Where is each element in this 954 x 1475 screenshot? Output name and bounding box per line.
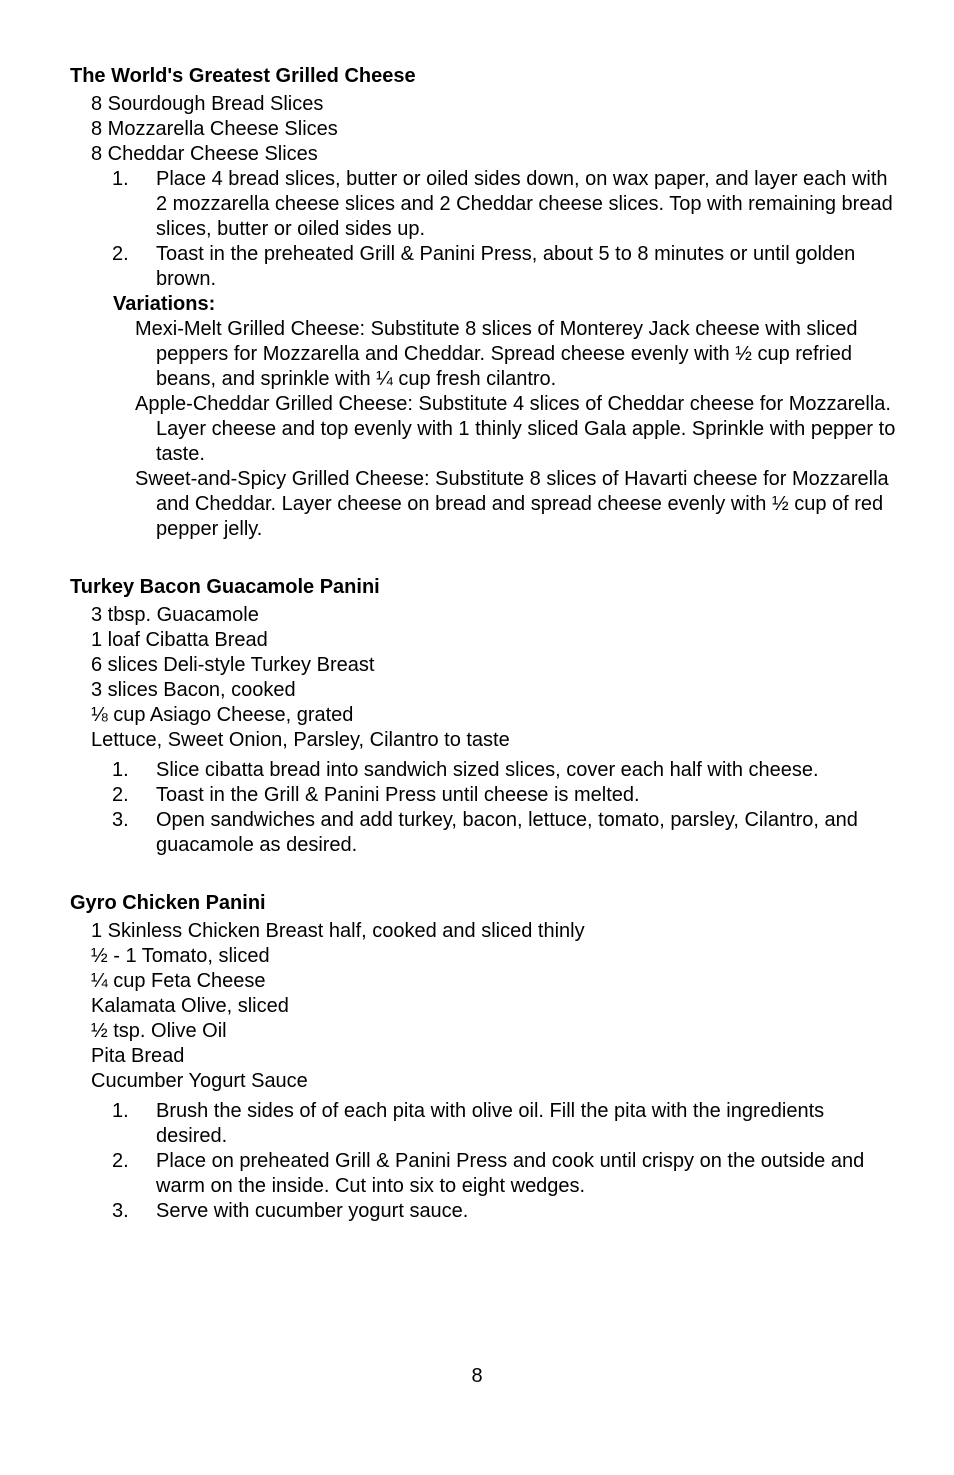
step-item: [70, 1199, 900, 1224]
step-item: [70, 758, 900, 783]
ingredient-list: [70, 92, 900, 167]
step-number: 2.: [112, 243, 129, 265]
ingredient-item: 8 Cheddar Cheese Slices: [91, 143, 318, 165]
ingredient-item: 1 Skinless Chicken Breast half, cooked and sliced thinly: [91, 920, 585, 942]
ingredient-item: Cucumber Yogurt Sauce: [91, 1070, 308, 1092]
step-item: [70, 783, 900, 808]
variations-heading: Variations:: [113, 293, 216, 315]
ingredient-item: 3 slices Bacon, cooked: [91, 679, 296, 701]
ingredient-item: ⅛ cup Asiago Cheese, grated: [91, 704, 354, 726]
ingredient-item: ½ - 1 Tomato, sliced: [91, 945, 270, 967]
variation-item: Mexi-Melt Grilled Cheese: Substitute 8 slices of Monterey Jack cheese with sliced peppers for Mozzarella and Cheddar. Spread cheese evenly with ½ cup refried beans, and sprinkle with ¼ cup fresh cilantro.: [135, 318, 858, 390]
step-item: [70, 1149, 900, 1199]
step-number: 2.: [112, 784, 129, 806]
recipe-grilled-cheese: [70, 64, 900, 542]
step-list: [70, 167, 900, 292]
ingredient-item: ½ tsp. Olive Oil: [91, 1020, 227, 1042]
ingredient-item: Pita Bread: [91, 1045, 185, 1067]
step-list: [70, 758, 900, 858]
variation-item: Apple-Cheddar Grilled Cheese: Substitute 4 slices of Cheddar cheese for Mozzarella. Layer cheese and top evenly with 1 thinly sliced Gala apple. Sprinkle with pepper to taste.: [135, 393, 896, 465]
ingredient-item: 8 Mozzarella Cheese Slices: [91, 118, 338, 140]
recipe-title: Gyro Chicken Panini: [70, 892, 266, 914]
ingredient-item: 3 tbsp. Guacamole: [91, 604, 259, 626]
ingredient-list: [70, 603, 900, 753]
ingredient-item: Lettuce, Sweet Onion, Parsley, Cilantro to taste: [91, 729, 510, 751]
page-number: 8: [471, 1365, 483, 1387]
ingredient-item: 8 Sourdough Bread Slices: [91, 93, 324, 115]
step-text: Serve with cucumber yogurt sauce.: [156, 1200, 469, 1222]
step-number: 1.: [112, 1100, 129, 1122]
step-number: 1.: [112, 759, 129, 781]
variation-item: Sweet-and-Spicy Grilled Cheese: Substitute 8 slices of Havarti cheese for Mozzarella and Cheddar. Layer cheese on bread and spread cheese evenly with ½ cup of red pepper jelly.: [135, 468, 889, 540]
step-text: Place 4 bread slices, butter or oiled sides down, on wax paper, and layer each with 2 mozzarella cheese slices and 2 Cheddar cheese slices. Top with remaining bread slices, butter or oiled sides up.: [156, 168, 893, 240]
step-item: [70, 242, 900, 292]
recipe-title: The World's Greatest Grilled Cheese: [70, 65, 416, 87]
recipe-turkey-bacon-guacamole: [70, 575, 900, 858]
step-text: Brush the sides of of each pita with olive oil. Fill the pita with the ingredients desired.: [156, 1100, 825, 1147]
step-text: Place on preheated Grill & Panini Press and cook until crispy on the outside and warm on the inside. Cut into six to eight wedges.: [156, 1150, 865, 1197]
ingredient-item: 6 slices Deli-style Turkey Breast: [91, 654, 375, 676]
step-item: [70, 167, 900, 242]
step-list: [70, 1099, 900, 1224]
recipe-gyro-chicken: [70, 891, 900, 1224]
step-text: Toast in the Grill & Panini Press until cheese is melted.: [156, 784, 640, 806]
step-text: Toast in the preheated Grill & Panini Press, about 5 to 8 minutes or until golden brown.: [156, 243, 856, 290]
ingredient-list: [70, 919, 900, 1094]
ingredient-item: 1 loaf Cibatta Bread: [91, 629, 268, 651]
step-number: 3.: [112, 1200, 129, 1222]
step-item: [70, 1099, 900, 1149]
step-number: 3.: [112, 809, 129, 831]
step-number: 1.: [112, 168, 129, 190]
step-text: Open sandwiches and add turkey, bacon, lettuce, tomato, parsley, Cilantro, and guacamole as desired.: [156, 809, 858, 856]
recipe-title: Turkey Bacon Guacamole Panini: [70, 576, 380, 598]
step-text: Slice cibatta bread into sandwich sized slices, cover each half with cheese.: [156, 759, 819, 781]
step-number: 2.: [112, 1150, 129, 1172]
ingredient-item: ¼ cup Feta Cheese: [91, 970, 266, 992]
variation-list: [70, 317, 900, 542]
ingredient-item: Kalamata Olive, sliced: [91, 995, 289, 1017]
step-item: [70, 808, 900, 858]
